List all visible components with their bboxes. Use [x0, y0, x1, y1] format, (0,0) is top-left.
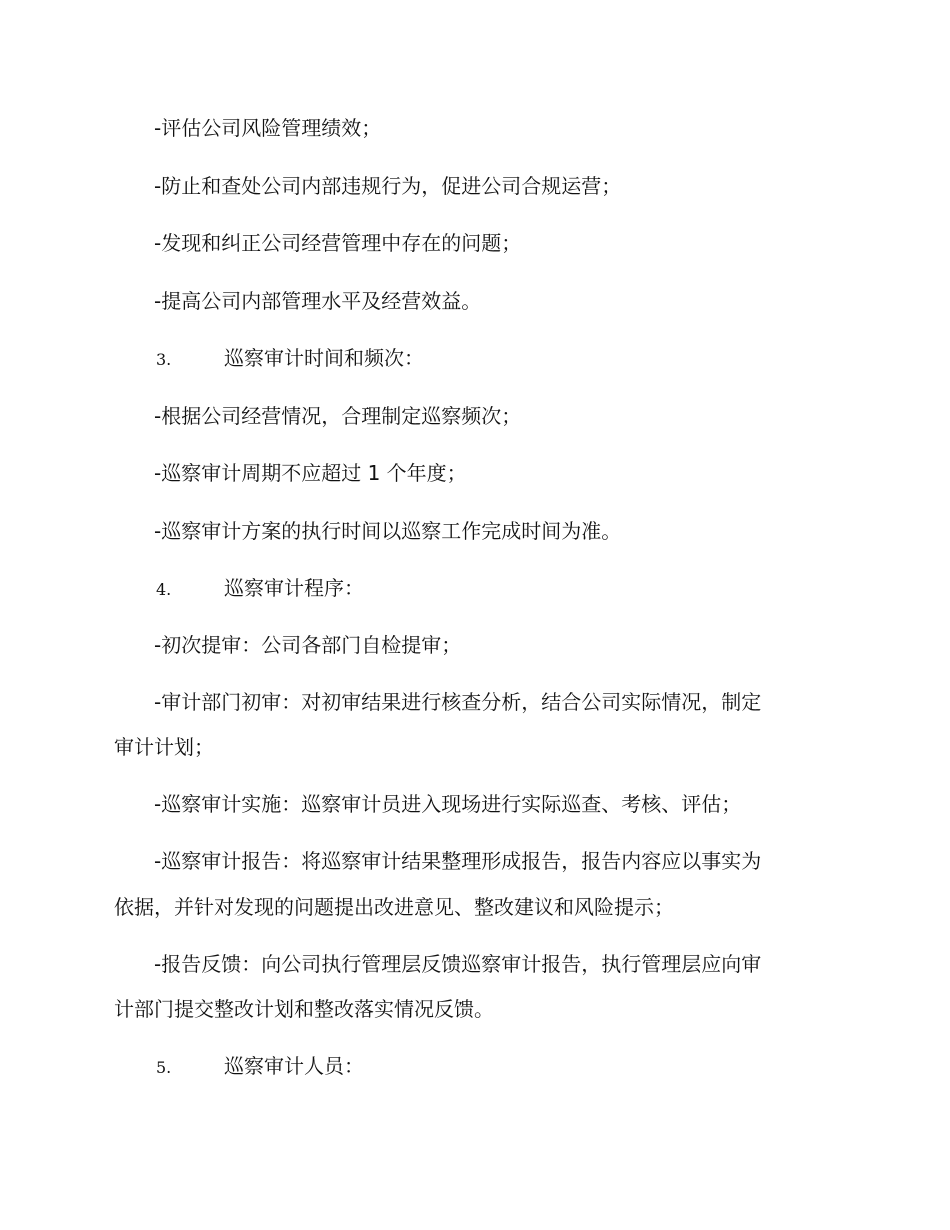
section-number: 4. [156, 580, 172, 599]
section-title: 巡察审计程序： [224, 576, 364, 600]
section-heading [114, 1044, 826, 1090]
section-title: 巡察审计人员： [224, 1054, 364, 1078]
bullet-item [114, 623, 826, 668]
bullet-text: -巡察审计周期不应超过 1 个年度； [154, 461, 467, 485]
bullet-text: -评估公司风险管理绩效； [154, 116, 382, 140]
section-number: 3. [156, 350, 172, 369]
section-heading [114, 336, 826, 382]
bullet-item [114, 782, 826, 827]
bullet-text: -巡察审计实施：巡察审计员进入现场进行实际巡查、考核、评估； [154, 792, 742, 816]
bullet-continuation [114, 885, 826, 930]
bullet-item [114, 942, 826, 987]
bullet-text: -初次提审：公司各部门自检提审； [154, 633, 462, 657]
section-title: 巡察审计时间和频次： [224, 346, 424, 370]
bullet-item [114, 279, 826, 324]
bullet-item [114, 164, 826, 209]
bullet-text: -根据公司经营情况，合理制定巡察频次； [154, 404, 522, 428]
bullet-item [114, 106, 826, 151]
section-heading [114, 566, 826, 612]
bullet-item [114, 839, 826, 884]
bullet-item [114, 680, 826, 725]
bullet-item [114, 394, 826, 439]
bullet-text: 审计计划； [114, 735, 214, 759]
bullet-text: 计部门提交整改计划和整改落实情况反馈。 [114, 997, 494, 1021]
bullet-item [114, 221, 826, 266]
bullet-item [114, 509, 826, 554]
bullet-continuation [114, 987, 826, 1032]
bullet-text: -提高公司内部管理水平及经营效益。 [154, 289, 482, 313]
bullet-item [114, 451, 826, 496]
bullet-text: -防止和查处公司内部违规行为，促进公司合规运营； [154, 174, 622, 198]
bullet-text: -报告反馈：向公司执行管理层反馈巡察审计报告，执行管理层应向审 [154, 952, 762, 976]
bullet-text: -巡察审计报告：将巡察审计结果整理形成报告，报告内容应以事实为 [154, 849, 762, 873]
bullet-text: -审计部门初审：对初审结果进行核查分析，结合公司实际情况，制定 [154, 690, 762, 714]
bullet-text: 依据，并针对发现的问题提出改进意见、整改建议和风险提示； [114, 895, 674, 919]
bullet-continuation [114, 725, 826, 770]
bullet-text: -发现和纠正公司经营管理中存在的问题； [154, 231, 522, 255]
section-number: 5. [156, 1058, 172, 1077]
bullet-text: -巡察审计方案的执行时间以巡察工作完成时间为准。 [154, 519, 622, 543]
